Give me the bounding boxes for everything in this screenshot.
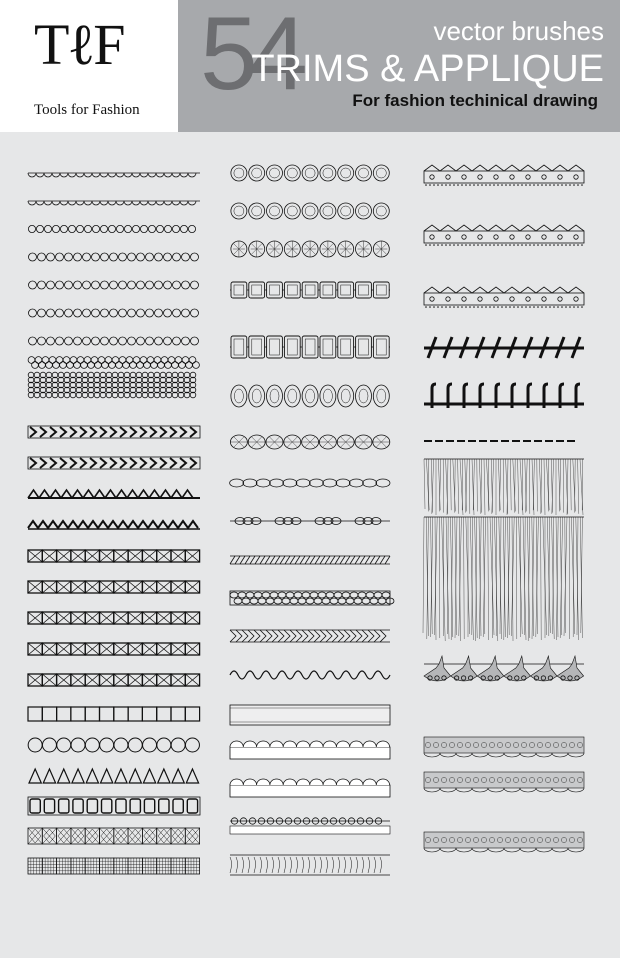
brush-swatch-zigzag: [28, 521, 200, 529]
title-line: TRIMS & APPLIQUE: [251, 48, 604, 90]
brush-swatch-lace-band: [424, 772, 584, 792]
brush-swatch-emerald-stones: [230, 336, 390, 358]
brush-swatch-ornate-lace: [424, 656, 584, 681]
brush-swatch-circles: [29, 281, 199, 289]
brush-swatch-gem-stones: [231, 241, 389, 257]
brush-swatch-small-circles: [28, 225, 195, 232]
brush-swatch-herringbone: [230, 630, 390, 642]
brush-swatch-eyelet-lace: [424, 165, 584, 186]
brush-swatch-braid: [230, 591, 394, 605]
brush-swatch-oval-gems: [230, 435, 389, 449]
brush-swatch-arrow-tape: [28, 426, 200, 438]
brush-swatch-wave-ric-rac: [230, 671, 390, 679]
logo-tagline: Tools for Fashion: [34, 102, 140, 118]
brush-swatch-diamond-squares: [28, 828, 200, 844]
brush-swatch-circles: [29, 309, 199, 317]
description-line: For fashion techinical drawing: [352, 91, 598, 110]
brush-swatch-chain: [230, 479, 390, 487]
brush-swatch-scallop-lace: [230, 779, 390, 797]
brush-swatch-fringe: [424, 459, 584, 515]
brush-swatch-lace-band: [424, 832, 584, 852]
brush-swatch-big-circles: [28, 738, 199, 752]
brush-swatch-squares: [28, 707, 200, 721]
brush-swatch-round-stones: [231, 203, 389, 219]
brush-swatch-box-x: [28, 612, 200, 624]
brush-swatch-lace-band: [424, 737, 584, 757]
brush-swatch-box-x: [28, 674, 200, 686]
brush-swatch-box-x: [28, 550, 200, 562]
brush-count: 54: [200, 0, 300, 112]
brush-swatch-eyelet-lace: [424, 287, 584, 308]
brush-swatch-scallop: [28, 201, 200, 205]
brush-swatch-big-triangles: [29, 769, 199, 783]
brush-swatch-scallop: [28, 173, 200, 177]
brush-swatch-chain-links: [230, 518, 390, 525]
brush-swatch-rounded-squares: [28, 797, 200, 815]
brush-swatch-twisted-cord: [230, 556, 390, 564]
brush-swatch-arrow-tape: [28, 457, 200, 469]
brush-swatch-grid-squares: [28, 858, 200, 874]
brush-swatch-blanket-stitch: [424, 384, 584, 408]
brush-swatch-ruffle: [230, 855, 390, 875]
brush-swatch-emerald-stones: [230, 282, 390, 298]
brush-swatch-box-x: [28, 581, 200, 593]
subtitle-line: vector brushes: [433, 16, 604, 46]
brush-swatch-round-stones: [231, 165, 389, 181]
brush-swatch-circles: [29, 253, 199, 261]
brush-swatch-oval-stones: [231, 385, 389, 407]
brush-swatch-box-x: [28, 643, 200, 655]
brush-swatch-circles: [29, 337, 199, 345]
brush-swatch-ribbon: [230, 705, 390, 725]
brush-swatch-long-fringe: [423, 517, 584, 641]
brush-swatch-cross-stitch: [424, 337, 584, 358]
brand-logo: TℓF: [34, 12, 124, 77]
brush-swatch-sequins: [28, 357, 199, 369]
brush-swatch-triangles: [28, 490, 200, 498]
brush-swatch-scallop-lace: [230, 741, 390, 759]
brush-swatch-sequin-grid: [28, 372, 196, 398]
brush-swatch-bead-lace: [230, 818, 390, 834]
brush-swatch-eyelet-lace: [424, 225, 584, 246]
